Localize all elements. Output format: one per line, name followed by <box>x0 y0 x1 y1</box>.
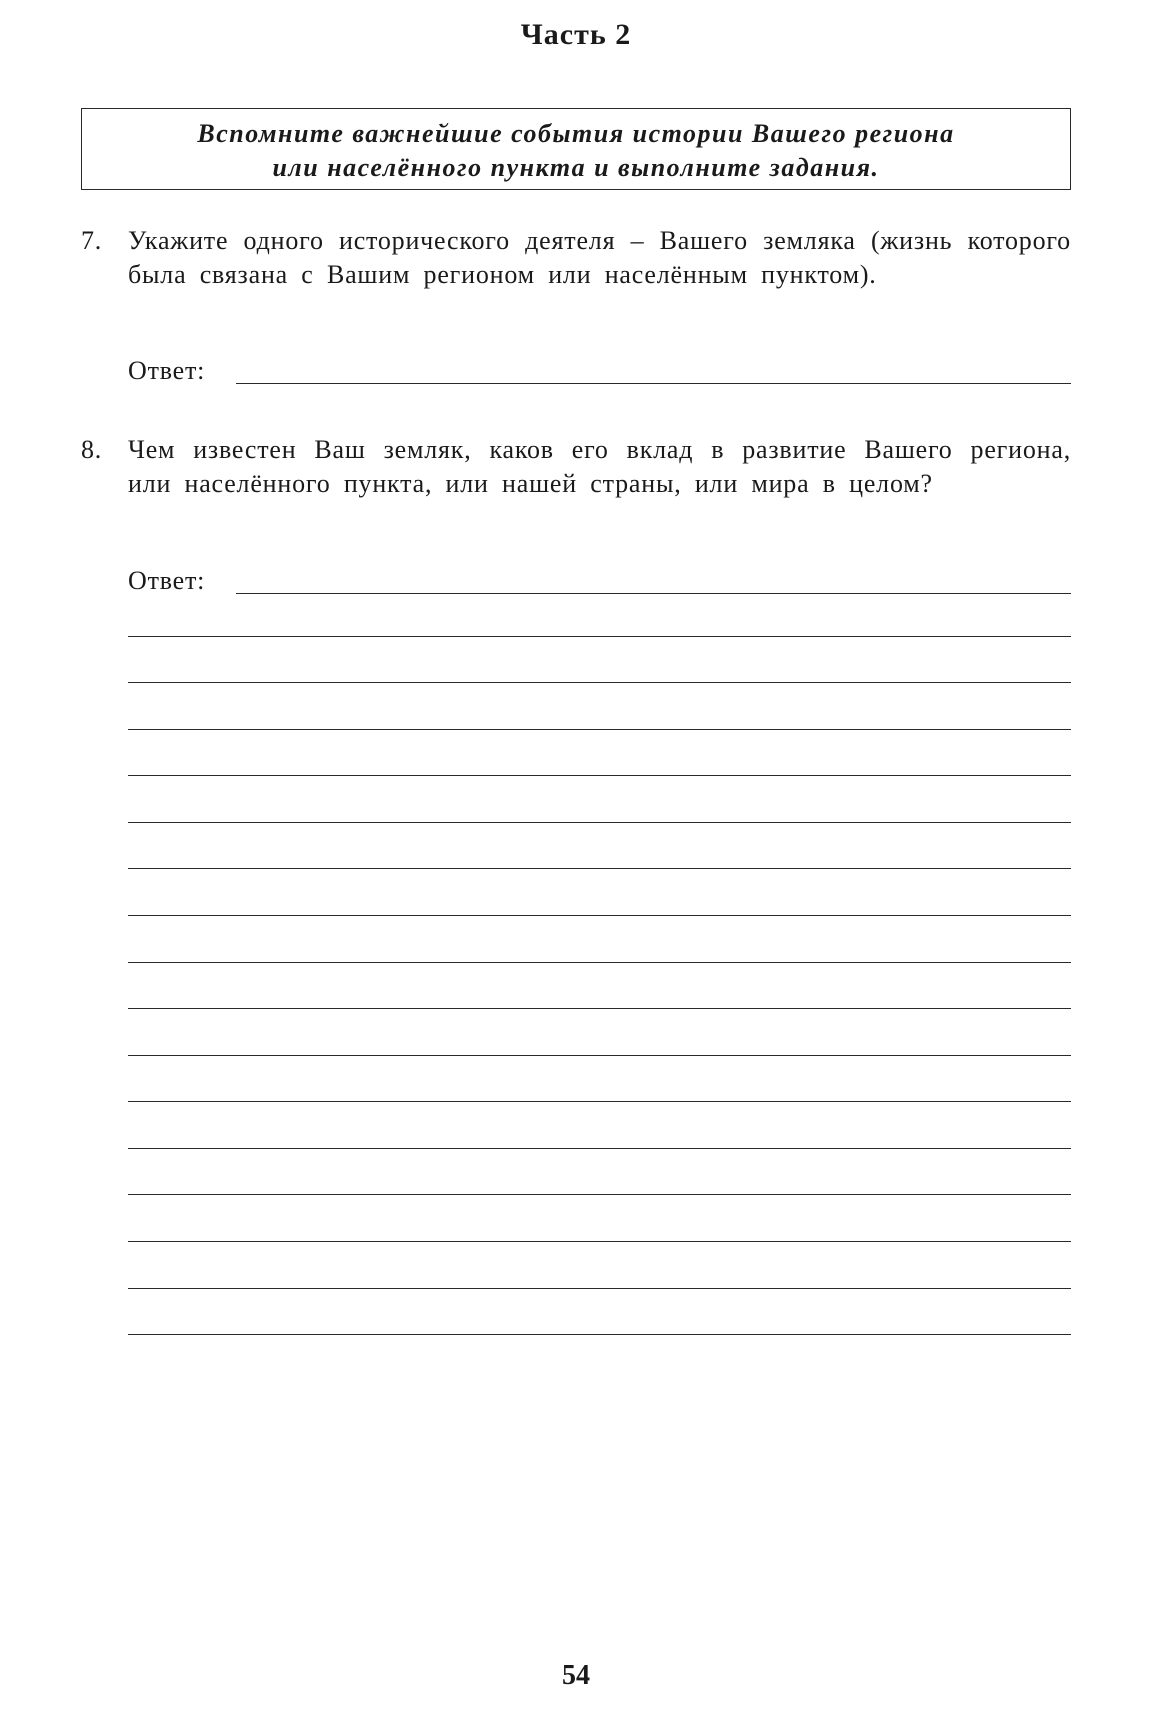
answer-line[interactable] <box>128 1334 1071 1335</box>
task-text: Укажите одного исторического деятеля – Вашего земляка (жизнь которого была связана с Вашим регионом или населённым пунктом). <box>128 226 1071 289</box>
answer-input-line[interactable] <box>236 383 1071 384</box>
instruction-line-2: или населённого пункта и выполните задания. <box>272 153 880 182</box>
answer-line[interactable] <box>128 636 1071 637</box>
page-number: 54 <box>562 1660 590 1691</box>
answer-line[interactable] <box>128 1101 1071 1102</box>
answer-line[interactable] <box>128 1008 1071 1009</box>
answer-label: Ответ: <box>128 356 206 385</box>
answer-line[interactable] <box>128 1194 1071 1195</box>
answer-line[interactable] <box>128 915 1071 916</box>
answer-line[interactable] <box>128 682 1071 683</box>
answer-line[interactable] <box>128 868 1071 869</box>
page-title: Часть 2 <box>520 18 632 51</box>
answer-line[interactable] <box>128 822 1071 823</box>
answer-line[interactable] <box>128 775 1071 776</box>
instruction-box <box>81 108 1071 190</box>
answer-line[interactable] <box>128 1288 1071 1289</box>
answer-row-7 <box>128 356 1071 390</box>
answer-line[interactable] <box>128 1055 1071 1056</box>
task-8 <box>81 433 1071 501</box>
answer-input-line[interactable] <box>236 593 1071 594</box>
task-text: Чем известен Ваш земляк, каков его вклад в развитие Вашего региона, или населённого пункта, или нашей страны, или мира в целом? <box>128 435 1071 498</box>
answer-line[interactable] <box>128 1241 1071 1242</box>
task-number: 7. <box>81 226 103 255</box>
answer-line[interactable] <box>128 1148 1071 1149</box>
answer-line[interactable] <box>128 729 1071 730</box>
task-number: 8. <box>81 435 103 464</box>
answer-line[interactable] <box>128 962 1071 963</box>
answer-label: Ответ: <box>128 566 206 595</box>
instruction-line-1: Вспомните важнейшие события истории Вашего региона <box>197 119 955 148</box>
task-7 <box>81 224 1071 292</box>
answer-row-8 <box>128 566 1071 600</box>
